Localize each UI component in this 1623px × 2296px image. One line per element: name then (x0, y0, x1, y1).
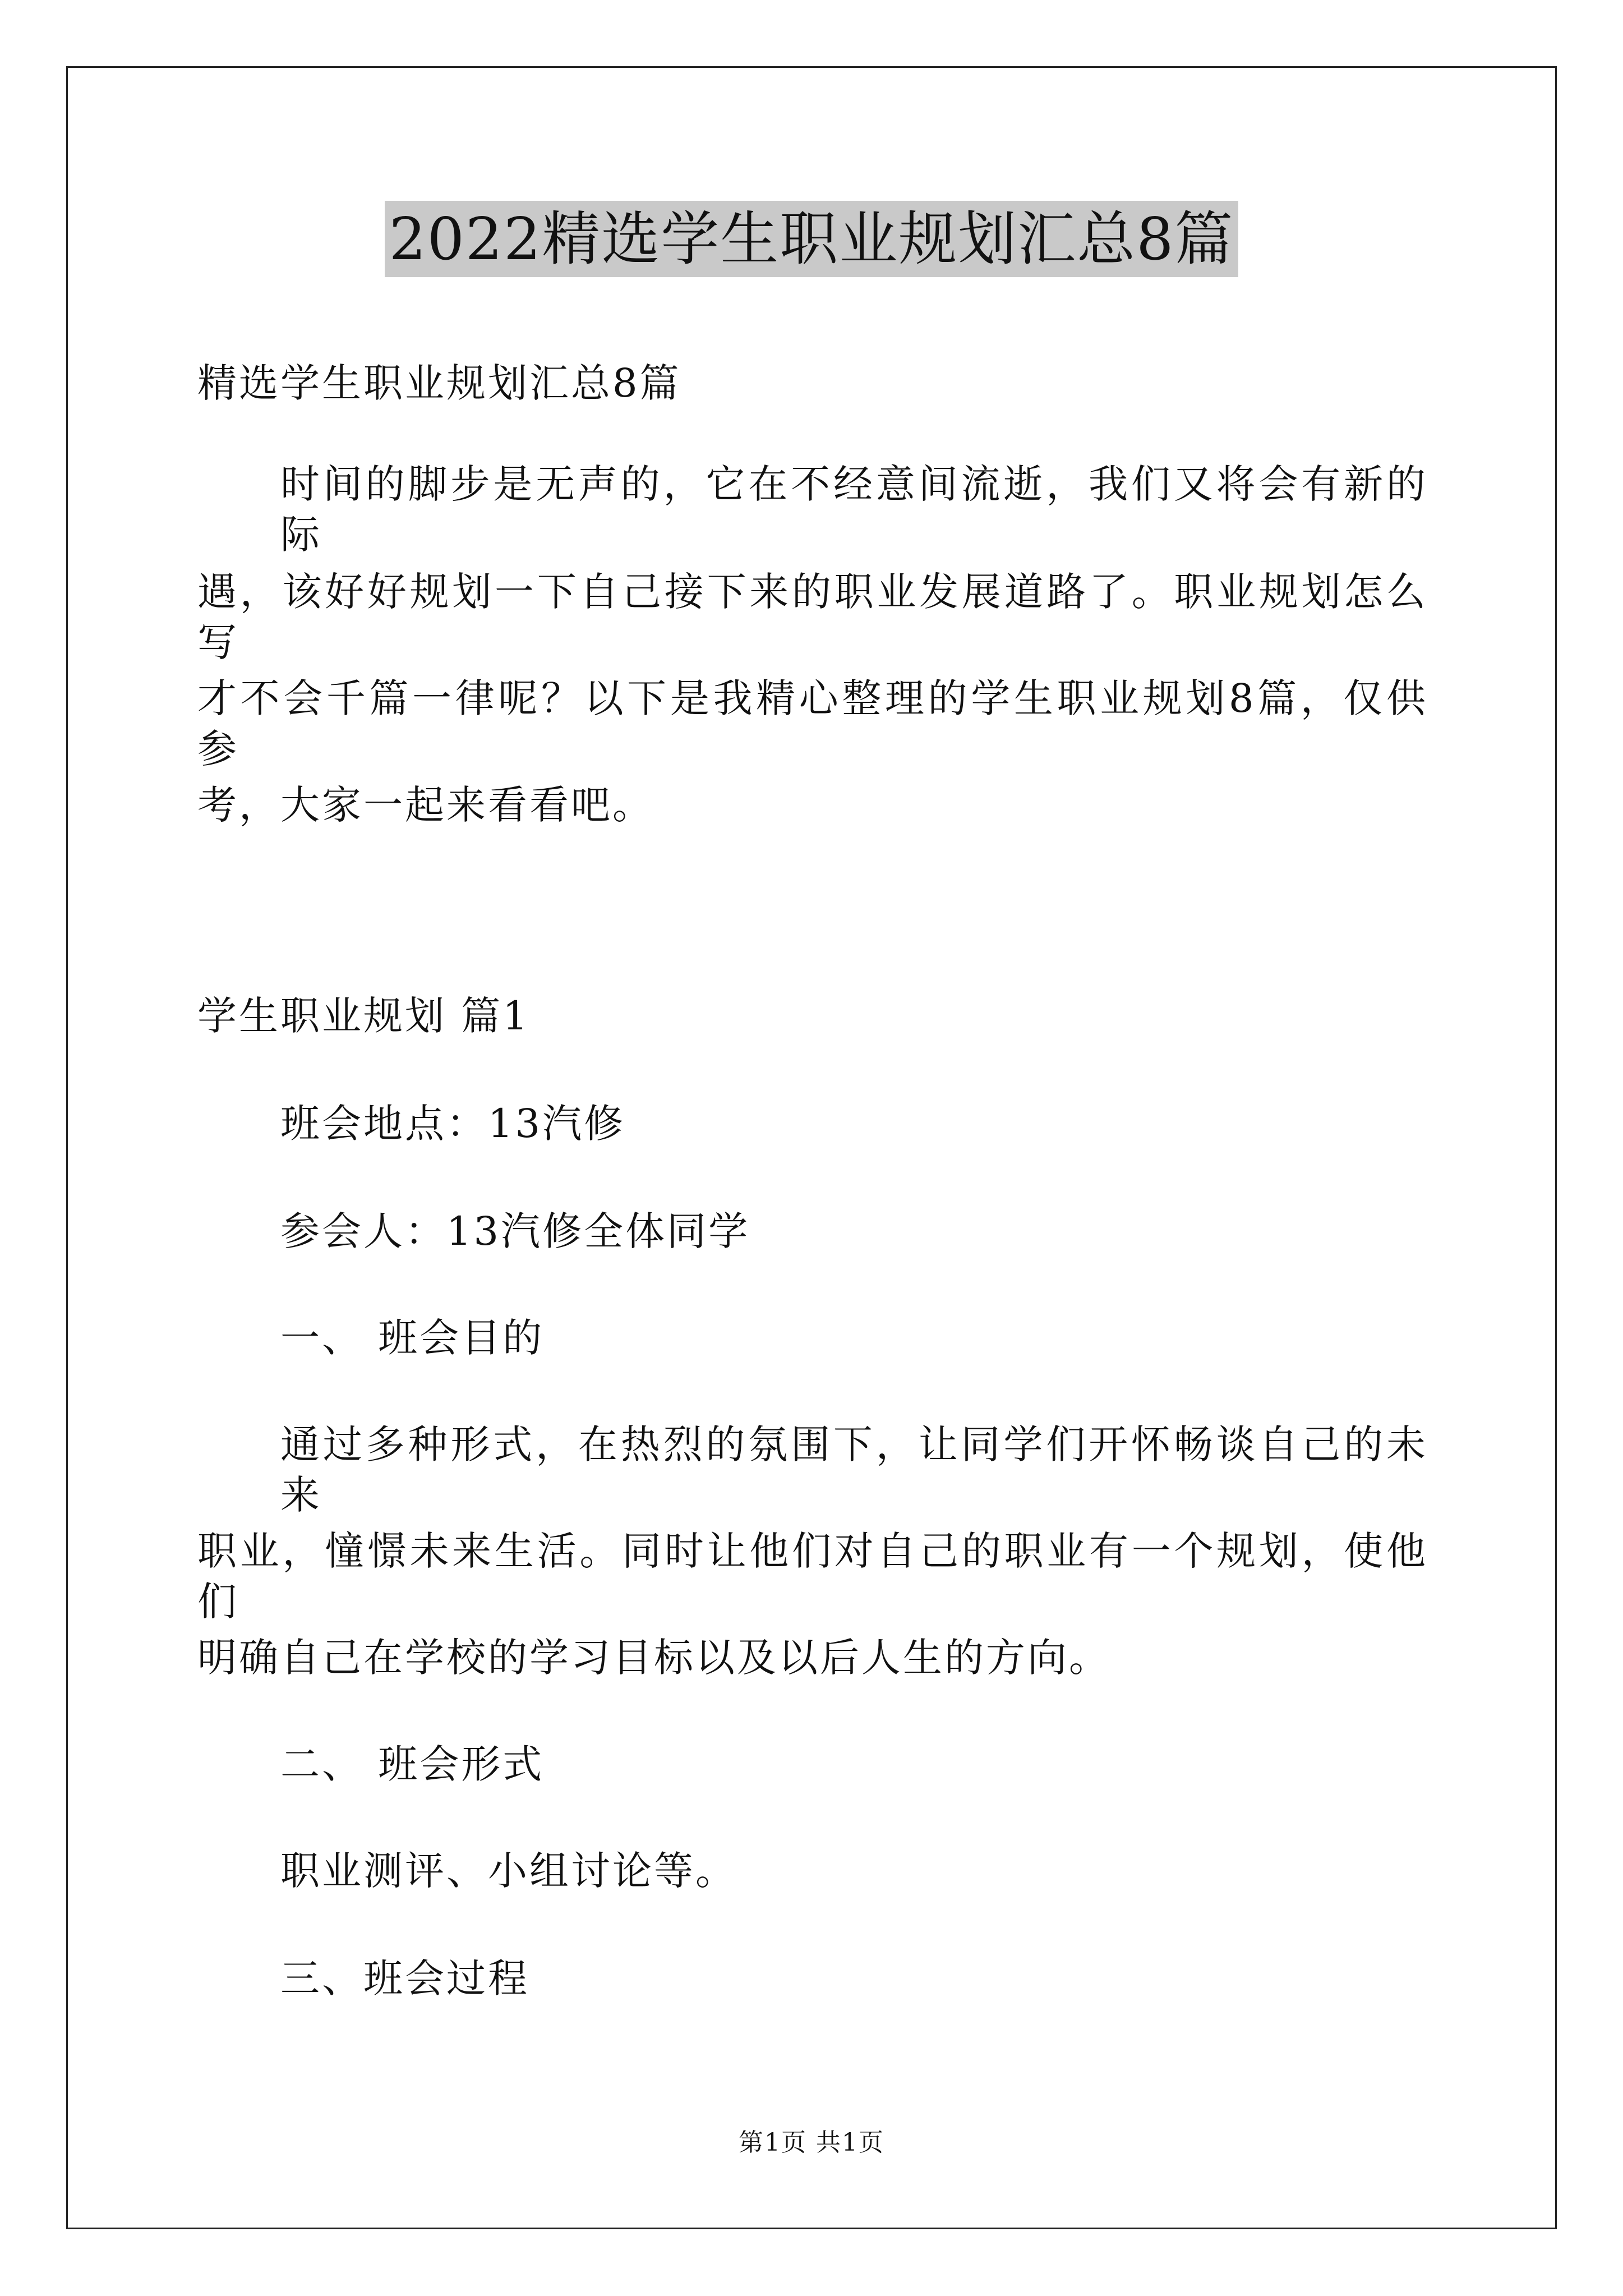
document-title: 2022精选学生职业规划汇总8篇 (385, 201, 1239, 277)
purpose-line-1: 通过多种形式，在热烈的氛围下，让同学们开怀畅谈自己的未来 (280, 1421, 1428, 1518)
purpose-line-2: 职业，憧憬未来生活。同时让他们对自己的职业有一个规划，使他们 (197, 1528, 1428, 1625)
heading-form: 二、 班会形式 (280, 1741, 545, 1787)
intro-line-2: 遇，该好好规划一下自己接下来的职业发展道路了。职业规划怎么写 (197, 569, 1428, 665)
intro-line-4: 考，大家一起来看看吧。 (197, 782, 654, 828)
purpose-line-3: 明确自己在学校的学习目标以及以后人生的方向。 (197, 1635, 1110, 1681)
heading-purpose: 一、 班会目的 (280, 1315, 545, 1361)
form-text: 职业测评、小组讨论等。 (280, 1848, 737, 1894)
heading-process: 三、班会过程 (280, 1955, 529, 2001)
intro-line-3: 才不会千篇一律呢？以下是我精心整理的学生职业规划8篇，仅供参 (197, 675, 1428, 772)
location-line: 班会地点：13汽修 (280, 1101, 626, 1147)
page-footer: 第1页 共1页 (739, 2128, 884, 2157)
intro-line-1: 时间的脚步是无声的，它在不经意间流逝，我们又将会有新的际 (280, 461, 1428, 558)
participants-line: 参会人：13汽修全体同学 (280, 1208, 750, 1254)
section-heading: 学生职业规划 篇1 (197, 993, 530, 1039)
title-container (0, 201, 1623, 277)
document-subtitle: 精选学生职业规划汇总8篇 (197, 360, 681, 406)
